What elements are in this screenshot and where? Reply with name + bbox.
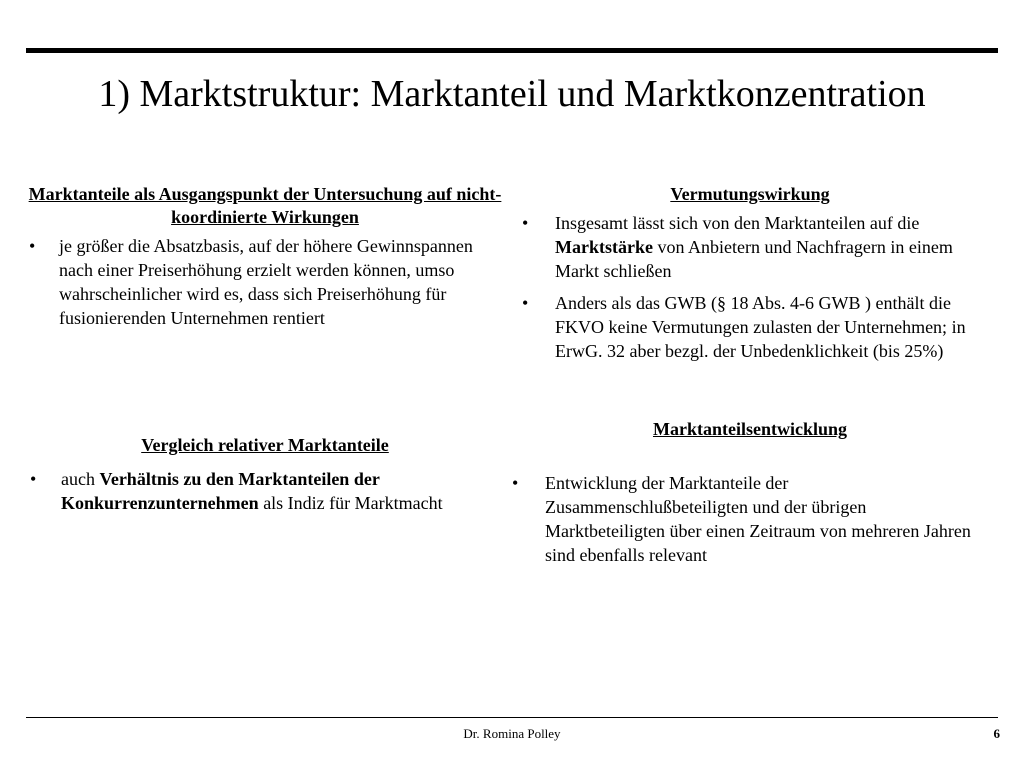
footer-rule [26, 717, 998, 718]
bullet-list [26, 234, 504, 330]
list-item [522, 291, 978, 363]
bullet-list [512, 471, 978, 567]
top-rule [26, 48, 998, 53]
text-run: je größer die Absatzbasis, auf der höhere Gewinnspannen nach einer Preiserhöhung erzielt werden können, umso wahrscheinlicher wird es, dass sich Preiserhöhung für fusionierenden Unternehmen rentiert [59, 236, 473, 328]
bullet-list [26, 467, 504, 515]
list-item [26, 234, 504, 330]
bold-text: Marktstärke [555, 237, 653, 257]
bullet-marker: • [512, 473, 519, 493]
text-run: von Anbietern und Nachfragern in einem Markt schließen [555, 237, 953, 281]
section-marktanteilsentwicklung [512, 418, 978, 567]
bullet-marker: • [30, 469, 37, 489]
slide-title: 1) Marktstruktur: Marktanteil und Marktkonzentration [98, 73, 926, 115]
section-heading: Marktanteile als Ausgangspunkt der Untersuchung auf nicht-koordinierte Wirkungen [28, 184, 502, 227]
text-run: Insgesamt lässt sich von den Marktanteilen auf die [555, 213, 920, 233]
footer-author: Dr. Romina Polley [463, 726, 561, 741]
bullet-marker: • [29, 236, 36, 256]
text-run: als Indiz für Marktmacht [258, 493, 443, 513]
list-item [512, 471, 978, 567]
bold-text: Verhältnis zu den Marktanteilen der Konkurrenzunternehmen [61, 469, 380, 513]
section-marktanteile-ausgangspunkt [26, 183, 504, 330]
page-number: 6 [993, 726, 1000, 741]
section-vermutungswirkung [522, 183, 978, 363]
section-heading: Marktanteilsentwicklung [652, 419, 847, 439]
section-heading: Vergleich relativer Marktanteile [141, 435, 389, 455]
bullet-marker: • [522, 213, 529, 233]
bullet-list [522, 211, 978, 363]
text-run: Entwicklung der Marktanteile der Zusammenschlußbeteiligten und der übrigen Marktbeteiligten über einen Zeitraum von mehreren Jahren sind ebenfalls relevant [545, 473, 971, 565]
bullet-marker: • [522, 293, 529, 313]
list-item [26, 467, 504, 515]
text-run: auch [61, 469, 100, 489]
text-run: Anders als das GWB (§ 18 Abs. 4-6 GWB ) enthält die FKVO keine Vermutungen zulasten der Unternehmen; in ErwG. 32 aber bezgl. der Unbedenklichkeit (bis 25%) [555, 293, 966, 361]
list-item [522, 211, 978, 283]
section-vergleich-relativer-marktanteile [26, 434, 504, 515]
section-heading: Vermutungswirkung [670, 184, 830, 204]
